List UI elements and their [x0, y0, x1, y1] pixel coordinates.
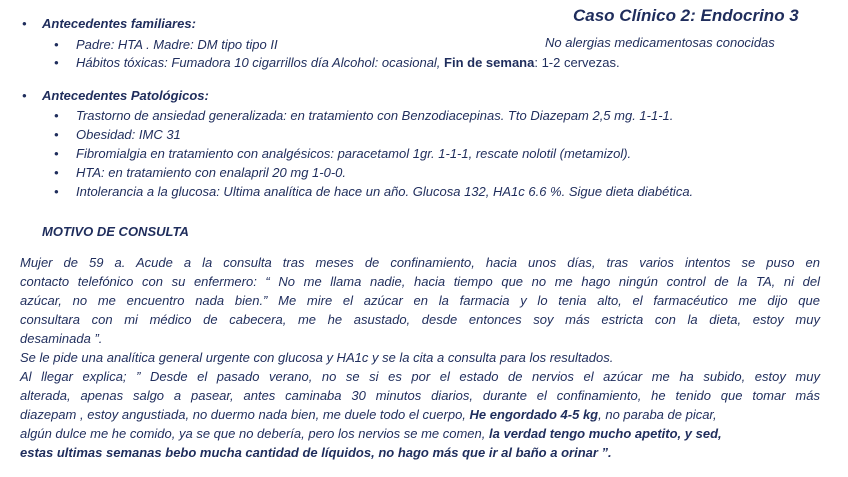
bullet-icon: •	[22, 16, 27, 31]
bullet-icon: •	[54, 108, 59, 123]
family-history-item-text: Padre: HTA . Madre: DM tipo tipo II	[76, 37, 278, 52]
pathological-item-text: HTA: en tratamiento con enalapril 20 mg 1-0-0.	[76, 165, 347, 180]
consultation-text: , no paraba de picar,	[598, 407, 717, 422]
bullet-icon: •	[54, 37, 59, 52]
pathological-item-text: Fibromialgia en tratamiento con analgésicos: paracetamol 1gr. 1-1-1, rescate nolotil (metamizol).	[76, 146, 632, 161]
allergies-note: No alergias medicamentosas conocidas	[545, 35, 775, 50]
consultation-line: desaminada ”.	[20, 331, 103, 346]
polyuria-text: estas ultimas semanas bebo mucha cantidad de líquidos, no hago más que ir al baño a orinar ”.	[20, 445, 612, 460]
consultation-line: contacto telefónico con su enfermero: “ No me llama nadie, hacia tiempo que no me hago ningún control de la TA, ni del	[20, 274, 820, 289]
consultation-line: Mujer de 59 a. Acude a la consulta tras meses de confinamiento, hacia unos días, tras varios intentos se puso en	[20, 255, 820, 270]
pathological-history-heading: Antecedentes Patológicos:	[42, 88, 209, 103]
bullet-icon: •	[22, 88, 27, 103]
weekend-label: Fin de semana	[440, 55, 535, 70]
appetite-text: la verdad tengo mucho apetito, y sed,	[489, 426, 722, 441]
family-history-item-text	[76, 55, 620, 70]
pathological-item-text: Obesidad: IMC 31	[76, 127, 181, 142]
consultation-line: Al llegar explica; ” Desde el pasado verano, no se si es por el estado de nervios el azúcar me ha subido, estoy muy	[20, 369, 820, 384]
weight-gain-text: He engordado 4-5 kg	[469, 407, 599, 422]
habits-text: Hábitos tóxicas: Fumadora 10 cigarrillos día Alcohol: ocasional,	[76, 55, 441, 70]
bullet-icon: •	[54, 55, 59, 70]
consultation-text: algún dulce me he comido, ya se que no debería, pero los nervios se me comen,	[20, 426, 486, 441]
case-title: Caso Clínico 2: Endocrino 3	[573, 6, 799, 25]
bullet-icon: •	[54, 165, 59, 180]
consultation-line: consultara con mi médico de cabecera, me he asustado, desde entonces soy más estricta con la dieta, estoy muy	[20, 312, 820, 327]
consultation-line	[20, 424, 820, 443]
bullet-icon: •	[54, 146, 59, 161]
pathological-item-text: Trastorno de ansiedad generalizada: en tratamiento con Benzodiacepinas. Tto Diazepam 2,5 mg. 1-1-1.	[76, 108, 674, 123]
bullet-icon: •	[54, 127, 59, 142]
pathological-item-text: Intolerancia a la glucosa: Ultima analítica de hace un año. Glucosa 132, HA1c 6.6 %. Sigue dieta diabética.	[76, 184, 694, 199]
bullet-icon: •	[54, 184, 59, 199]
family-history-heading: Antecedentes familiares:	[42, 16, 196, 31]
weekend-value: : 1-2 cervezas.	[534, 55, 620, 70]
consultation-line	[20, 443, 820, 462]
consultation-line	[20, 405, 820, 424]
consultation-line: alterada, apenas salgo a pasear, antes caminaba 30 minutos diarios, durante el confinamiento, he tenido que tomar más	[20, 388, 820, 403]
consultation-heading: MOTIVO DE CONSULTA	[42, 224, 189, 239]
consultation-text: diazepam , estoy angustiada, no duermo nada bien, me duele todo el cuerpo,	[20, 407, 466, 422]
consultation-line: Se le pide una analítica general urgente con glucosa y HA1c y se la cita a consulta para los resultados.	[20, 350, 614, 365]
consultation-line: azúcar, no me encuentro nada bien.” Me mire el azúcar en la farmacia y lo tenia alto, el farmacéutico me dijo que	[20, 293, 820, 308]
